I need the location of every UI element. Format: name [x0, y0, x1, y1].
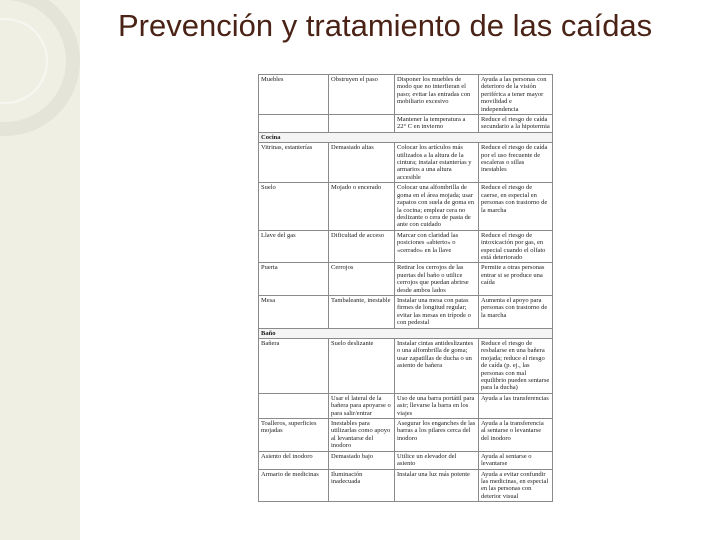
- table-cell: Reduce el riesgo de caída por el uso frecuente de escaleras o sillas inestables: [479, 143, 553, 183]
- table-cell: Aumenta el apoyo para personas con trastorno de la marcha: [479, 295, 553, 328]
- table-cell: [259, 393, 329, 418]
- table-cell: Colocar una alfombrilla de goma en el área mojada; usar zapatos con suela de goma en la cocina; emplear cera no deslizante o cera de pasta de ante con cuidado: [395, 183, 479, 230]
- table-cell: Asegurar los enganches de las barras a los pilares cerca del inodoro: [395, 419, 479, 452]
- table-cell: Permite a otras personas entrar si se produce una caída: [479, 263, 553, 296]
- table-cell: Toalleros, superficies mojadas: [259, 419, 329, 452]
- table-container: [258, 74, 554, 540]
- table-cell: Mantener la temperatura a 22° C en invierno: [395, 115, 479, 133]
- table-cell: Demasiado bajo: [329, 451, 395, 469]
- table-cell: Utilice un elevador del asiento: [395, 451, 479, 469]
- table-row: [259, 230, 553, 263]
- table-cell: Asiento del inodoro: [259, 451, 329, 469]
- table-cell: Tambaleante, inestable: [329, 295, 395, 328]
- table-cell: Usar el lateral de la bañera para apoyarse o para salir/entrar: [329, 393, 395, 418]
- table-cell: Demasiado altas: [329, 143, 395, 183]
- table-cell: Ayuda a las personas con deterioro de la visión periférica a tener mayor movilidad e independencia: [479, 75, 553, 115]
- slide-title: Prevención y tratamiento de las caídas: [118, 8, 653, 43]
- table-cell: Puerta: [259, 263, 329, 296]
- table-row: [259, 75, 553, 115]
- table-cell: Reduce el riesgo de intoxicación por gas, en especial cuando el olfato está deteriorado: [479, 230, 553, 263]
- table-cell: Ayuda al sentarse o levantarse: [479, 451, 553, 469]
- fall-prevention-table: [258, 74, 553, 502]
- table-row: [259, 183, 553, 230]
- table-cell: Suelo: [259, 183, 329, 230]
- table-cell: Iluminación inadecuada: [329, 469, 395, 502]
- table-cell: Ayuda a las transferencias: [479, 393, 553, 418]
- table-row: [259, 419, 553, 452]
- table-cell: Cerrojos: [329, 263, 395, 296]
- table-cell: Reduce el riesgo de caída secundario a la hipotermia: [479, 115, 553, 133]
- table-cell: Mojado o encerado: [329, 183, 395, 230]
- table-row: [259, 339, 553, 394]
- table-row: [259, 295, 553, 328]
- table-cell: [329, 115, 395, 133]
- table-section-row: [259, 328, 553, 338]
- table-cell: Ayuda a evitar confundir las medicinas, en especial en las personas con deterior visual: [479, 469, 553, 502]
- table-cell: Vitrinas, estanterías: [259, 143, 329, 183]
- table-cell: [259, 115, 329, 133]
- table-row: [259, 263, 553, 296]
- section-label: Cocina: [259, 132, 553, 142]
- table-cell: Marcar con claridad las posiciones «abierto» o «cerrado» en la llave: [395, 230, 479, 263]
- table-cell: Armario de medicinas: [259, 469, 329, 502]
- table-cell: Uso de una barra portátil para asir; llevarse la barra en los viajes: [395, 393, 479, 418]
- table-cell: Instalar una mesa con patas firmes de longitud regular; evitar las mesas en trípode o con pedestal: [395, 295, 479, 328]
- table-cell: Retirar los cerrojos de las puertas del baño o utilice cerrojos que puedan abrirse desde ambos lados: [395, 263, 479, 296]
- table-cell: Llave del gas: [259, 230, 329, 263]
- table-row: [259, 469, 553, 502]
- table-cell: Instalar cintas antideslizantes o una alfombrilla de goma; usar zapatillas de ducha o un asiento de bañera: [395, 339, 479, 394]
- table-cell: Inestables para utilizarlas como apoyo al levantarse del inodoro: [329, 419, 395, 452]
- table-cell: Muebles: [259, 75, 329, 115]
- table-cell: Instalar una luz más potente: [395, 469, 479, 502]
- table-cell: Reduce el riesgo de resbalarse en una bañera mojada; reduce el riesgo de caída (p. ej., las personas con mal equilibrio pueden sentarse para la ducha): [479, 339, 553, 394]
- table-cell: Reduce el riesgo de caerse, en especial en personas con trastorno de la marcha: [479, 183, 553, 230]
- table-cell: Dificultad de acceso: [329, 230, 395, 263]
- section-label: Baño: [259, 328, 553, 338]
- table-cell: Mesa: [259, 295, 329, 328]
- table-section-row: [259, 132, 553, 142]
- table-cell: Bañera: [259, 339, 329, 394]
- table-row: [259, 143, 553, 183]
- table-row: [259, 115, 553, 133]
- table-cell: Obstruyen el paso: [329, 75, 395, 115]
- table-cell: Suelo deslizante: [329, 339, 395, 394]
- table-cell: Disponer los muebles de modo que no interfieran el paso; evitar las entradas con mobiliario excesivo: [395, 75, 479, 115]
- table-cell: Colocar los artículos más utilizados a la altura de la cintura; instalar estanterías y armarios a una altura accesible: [395, 143, 479, 183]
- table-row: [259, 451, 553, 469]
- table-row: [259, 393, 553, 418]
- table-cell: Ayuda a la transferencia al sentarse o levantarse del inodoro: [479, 419, 553, 452]
